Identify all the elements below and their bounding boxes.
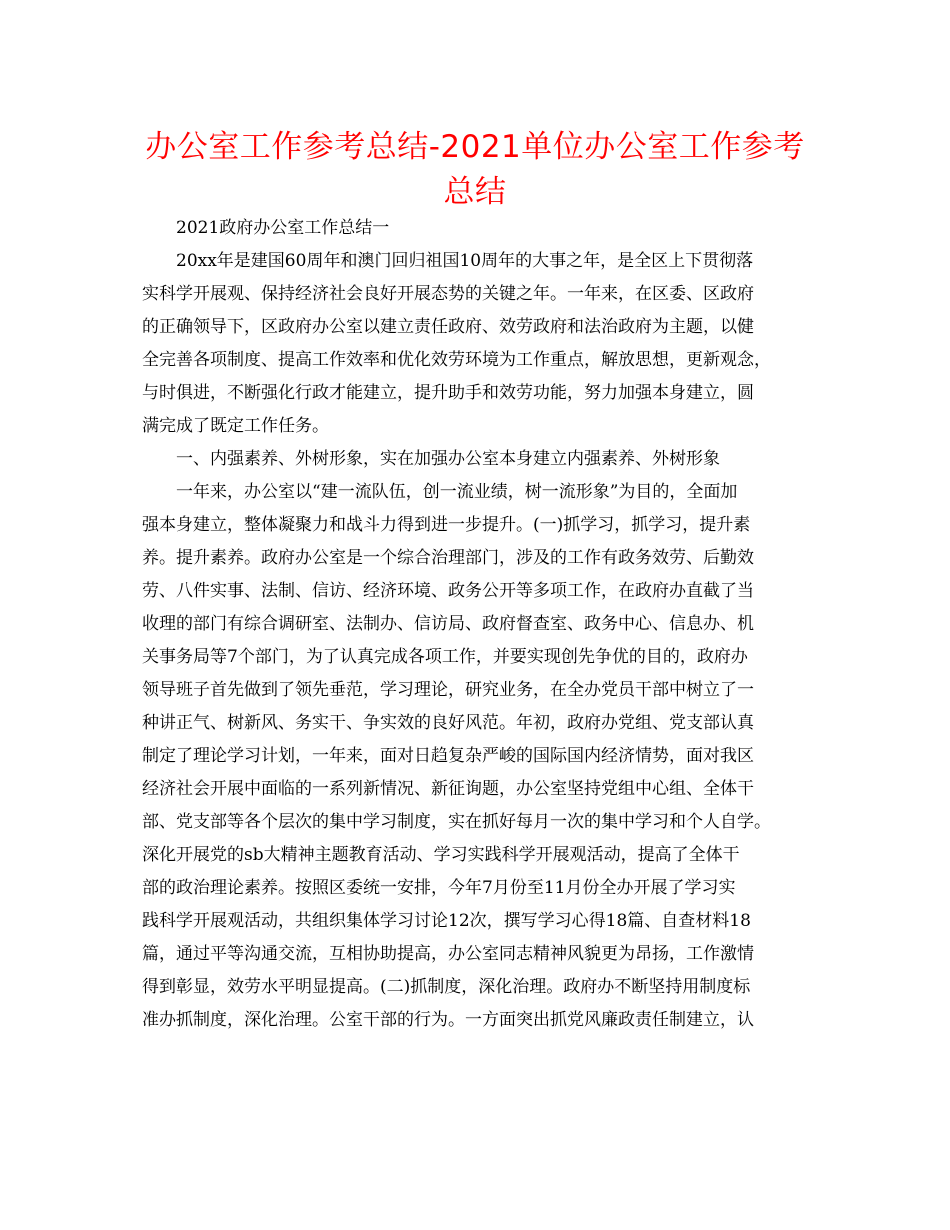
- body-line: 强本身建立，整体凝聚力和战斗力得到进一步提升。(一)抓学习，抓学习，提升素: [142, 515, 751, 535]
- body-line: 践科学开展观活动，共组织集体学习讨论12次，撰写学习心得18篇、自查材料18: [142, 911, 751, 931]
- body-line: 养。提升素养。政府办公室是一个综合治理部门，涉及的工作有政务效劳、后勤效: [142, 548, 754, 568]
- document-title-line-2: 总结: [443, 174, 507, 210]
- body-line: 2021政府办公室工作总结一: [176, 218, 390, 238]
- body-line: 部的政治理论素养。按照区委统一安排，今年7月份至11月份全办开展了学习实: [142, 878, 736, 898]
- body-line: 种讲正气、树新风、务实干、争实效的良好风范。年初，政府办党组、党支部认真: [142, 713, 754, 733]
- body-line: 的正确领导下，区政府办公室以建立责任政府、效劳政府和法治政府为主题，以健: [142, 317, 754, 337]
- body-line: 经济社会开展中面临的一系列新情况、新征询题，办公室坚持党组中心组、全体干: [142, 779, 754, 799]
- body-line: 制定了理论学习计划，一年来，面对日趋复杂严峻的国际国内经济情势，面对我区: [142, 746, 754, 766]
- body-line: 满完成了既定工作任务。: [142, 416, 329, 436]
- body-line: 篇，通过平等沟通交流，互相协助提高，办公室同志精神风貌更为昂扬，工作激情: [142, 944, 754, 964]
- body-line: 部、党支部等各个层次的集中学习制度，实在抓好每月一次的集中学习和个人自学。: [142, 812, 771, 832]
- body-line: 一、内强素养、外树形象，实在加强办公室本身建立内强素养、外树形象: [176, 449, 720, 469]
- body-line: 收理的部门有综合调研室、法制办、信访局、政府督查室、政务中心、信息办、机: [142, 614, 754, 634]
- document-title-line-1: 办公室工作参考总结-2021单位办公室工作参考: [145, 129, 805, 165]
- body-line: 准办抓制度，深化治理。公室干部的行为。一方面突出抓党风廉政责任制建立，认: [142, 1010, 754, 1030]
- body-line: 实科学开展观、保持经济社会良好开展态势的关键之年。一年来，在区委、区政府: [142, 284, 754, 304]
- body-line: 20xx年是建国60周年和澳门回归祖国10周年的大事之年，是全区上下贯彻落: [176, 251, 754, 271]
- document-body: [142, 212, 824, 1037]
- body-line: 深化开展党的sb大精神主题教育活动、学习实践科学开展观活动，提高了全体干: [142, 845, 740, 865]
- body-line: 一年来，办公室以“建一流队伍，创一流业绩，树一流形象”为目的，全面加: [176, 482, 738, 502]
- body-line: 关事务局等7个部门，为了认真完成各项工作，并要实现创先争优的目的，政府办: [142, 647, 748, 667]
- body-line: 全完善各项制度、提高工作效率和优化效劳环境为工作重点，解放思想，更新观念，: [142, 350, 771, 370]
- body-line: 领导班子首先做到了领先垂范，学习理论，研究业务，在全办党员干部中树立了一: [142, 680, 754, 700]
- body-line: 劳、八件实事、法制、信访、经济环境、政务公开等多项工作，在政府办直截了当: [142, 581, 754, 601]
- body-line: 与时俱进，不断强化行政才能建立，提升助手和效劳功能，努力加强本身建立，圆: [142, 383, 754, 403]
- body-line: 得到彰显，效劳水平明显提高。(二)抓制度，深化治理。政府办不断坚持用制度标: [142, 977, 751, 997]
